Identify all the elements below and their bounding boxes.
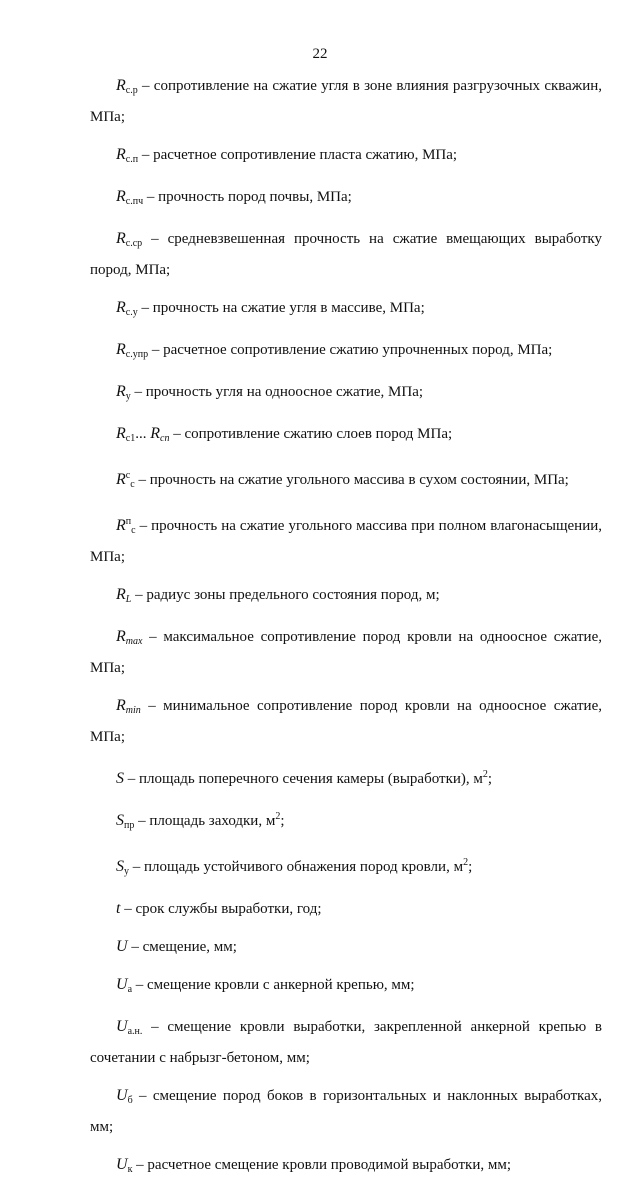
symbol: t <box>116 900 121 917</box>
unit-superscript: 2 <box>463 857 469 868</box>
symbol: R <box>116 383 126 400</box>
unit-superscript: 2 <box>275 811 281 822</box>
symbol-subscript: с <box>131 525 136 536</box>
definition-text: – смещение, мм; <box>127 939 237 955</box>
definition-entry <box>90 336 602 368</box>
symbol-subscript: с.ср <box>125 238 143 249</box>
definition-text: – максимальное сопротивление пород кровли на одноосное сжатие, МПа; <box>90 629 602 676</box>
symbol: R <box>116 341 126 358</box>
symbol-subscript: а.н. <box>127 1026 143 1037</box>
definition-entry <box>90 803 602 839</box>
definition-text: – смещение кровли выработки, закрепленной анкерной крепью в сочетании с набрызг-бетоном, мм; <box>90 1019 602 1066</box>
symbol: R <box>116 628 126 645</box>
definition-text: – площадь заходки, м <box>134 813 276 829</box>
symbol-subscript: с.п <box>125 154 139 165</box>
symbol-subscript: а <box>127 984 133 995</box>
definition-text: – прочность на сжатие угольного массива при полном влагонасыщении, МПа; <box>90 518 602 565</box>
symbol: U <box>116 938 128 955</box>
unit-superscript: 2 <box>482 769 488 780</box>
symbol: U <box>116 1087 128 1104</box>
definition-tail: ; <box>468 859 473 875</box>
symbol: R <box>116 188 126 205</box>
symbol: U <box>116 1018 128 1035</box>
definition-entry <box>90 1013 602 1072</box>
definition-entry <box>90 420 602 452</box>
definition-text: – площадь устойчивого обнажения пород кровли, м <box>129 859 464 875</box>
definition-tail: ; <box>280 813 285 829</box>
symbol-subscript: с1 <box>125 433 136 444</box>
symbol-last-subscript: cn <box>160 433 170 444</box>
definition-entry <box>90 72 602 131</box>
definition-text: – радиус зоны предельного состояния пород, м; <box>131 587 440 603</box>
symbol: S <box>116 770 124 787</box>
symbol-subscript: пр <box>124 820 135 831</box>
definition-text: – срок службы выработки, год; <box>120 901 322 917</box>
definition-entry <box>90 933 602 961</box>
definition-entry <box>90 971 602 1003</box>
definition-entry <box>90 849 602 885</box>
definition-text: – средневзвешенная прочность на сжатие вмещающих выработку пород, МПа; <box>90 231 602 278</box>
symbol-subscript: у <box>124 866 129 877</box>
symbol-subscript: к <box>127 1164 133 1175</box>
symbol-subscript: с.пч <box>125 196 144 207</box>
definition-text: – прочность пород почвы, МПа; <box>143 189 352 205</box>
symbol: R <box>116 517 126 534</box>
symbol-superscript: п <box>125 516 132 527</box>
symbol-subscript: min <box>125 705 141 716</box>
symbol-subscript: с.р <box>125 85 138 96</box>
symbol-subscript: L <box>125 594 132 605</box>
definition-text: – сопротивление сжатию слоев пород МПа; <box>169 426 453 442</box>
definition-entry <box>90 225 602 284</box>
range-dots: ... <box>135 426 147 442</box>
definition-entry <box>90 294 602 326</box>
symbol-subscript: max <box>125 636 143 647</box>
definition-text: – минимальное сопротивление пород кровли на одноосное сжатие, МПа; <box>90 698 602 745</box>
symbol: R <box>116 471 126 488</box>
definition-text: – прочность на сжатие угля в массиве, МПа; <box>137 300 425 316</box>
definition-text: – смещение пород боков в горизонтальных и наклонных выработках, мм; <box>90 1088 602 1135</box>
definition-tail: ; <box>487 771 493 787</box>
definition-text: – расчетное сопротивление пласта сжатию, МПа; <box>138 147 458 163</box>
definition-text: – смещение кровли с анкерной крепью, мм; <box>132 977 415 993</box>
definition-text: – расчетное смещение кровли проводимой выработки, мм; <box>132 1157 512 1173</box>
symbol-subscript: с.у <box>125 307 138 318</box>
definition-text: – расчетное сопротивление сжатию упрочненных пород, МПа; <box>148 342 553 358</box>
symbol-subscript: с <box>130 479 135 490</box>
definition-entry <box>90 761 602 793</box>
definition-entry <box>90 141 602 173</box>
symbol: S <box>116 858 124 875</box>
definition-text: – прочность угля на одноосное сжатие, МПа; <box>130 384 424 400</box>
definition-text: – прочность на сжатие угольного массива в сухом состоянии, МПа; <box>134 472 569 488</box>
definition-text: – сопротивление на сжатие угля в зоне влияния разгрузочных скважин, МПа; <box>90 78 602 125</box>
symbol: R <box>116 586 126 603</box>
definition-entry <box>90 378 602 410</box>
symbol: R <box>116 425 126 442</box>
symbol: R <box>116 697 126 714</box>
symbol-subscript: у <box>125 391 131 402</box>
definition-text: – площадь поперечного сечения камеры (выработки), м <box>124 771 483 787</box>
definition-entry <box>90 1151 602 1183</box>
definition-entry <box>90 1082 602 1141</box>
definition-entry <box>90 581 602 613</box>
page-number: 22 <box>312 46 328 62</box>
symbol: R <box>116 299 126 316</box>
symbol-definitions-list <box>90 72 602 1183</box>
symbol: R <box>116 230 126 247</box>
symbol: R <box>116 77 126 94</box>
definition-entry <box>90 623 602 682</box>
symbol-superscript: с <box>125 470 131 481</box>
definition-entry <box>90 692 602 751</box>
symbol: U <box>116 1156 128 1173</box>
definition-entry <box>90 183 602 215</box>
definition-entry <box>90 895 602 923</box>
symbol-subscript: б <box>127 1095 133 1106</box>
symbol: U <box>116 976 128 993</box>
symbol: R <box>116 146 126 163</box>
definition-entry <box>90 462 602 498</box>
symbol-last: R <box>150 425 161 442</box>
symbol-subscript: с.упр <box>125 349 149 360</box>
definition-entry <box>90 508 602 571</box>
symbol: S <box>116 812 124 829</box>
